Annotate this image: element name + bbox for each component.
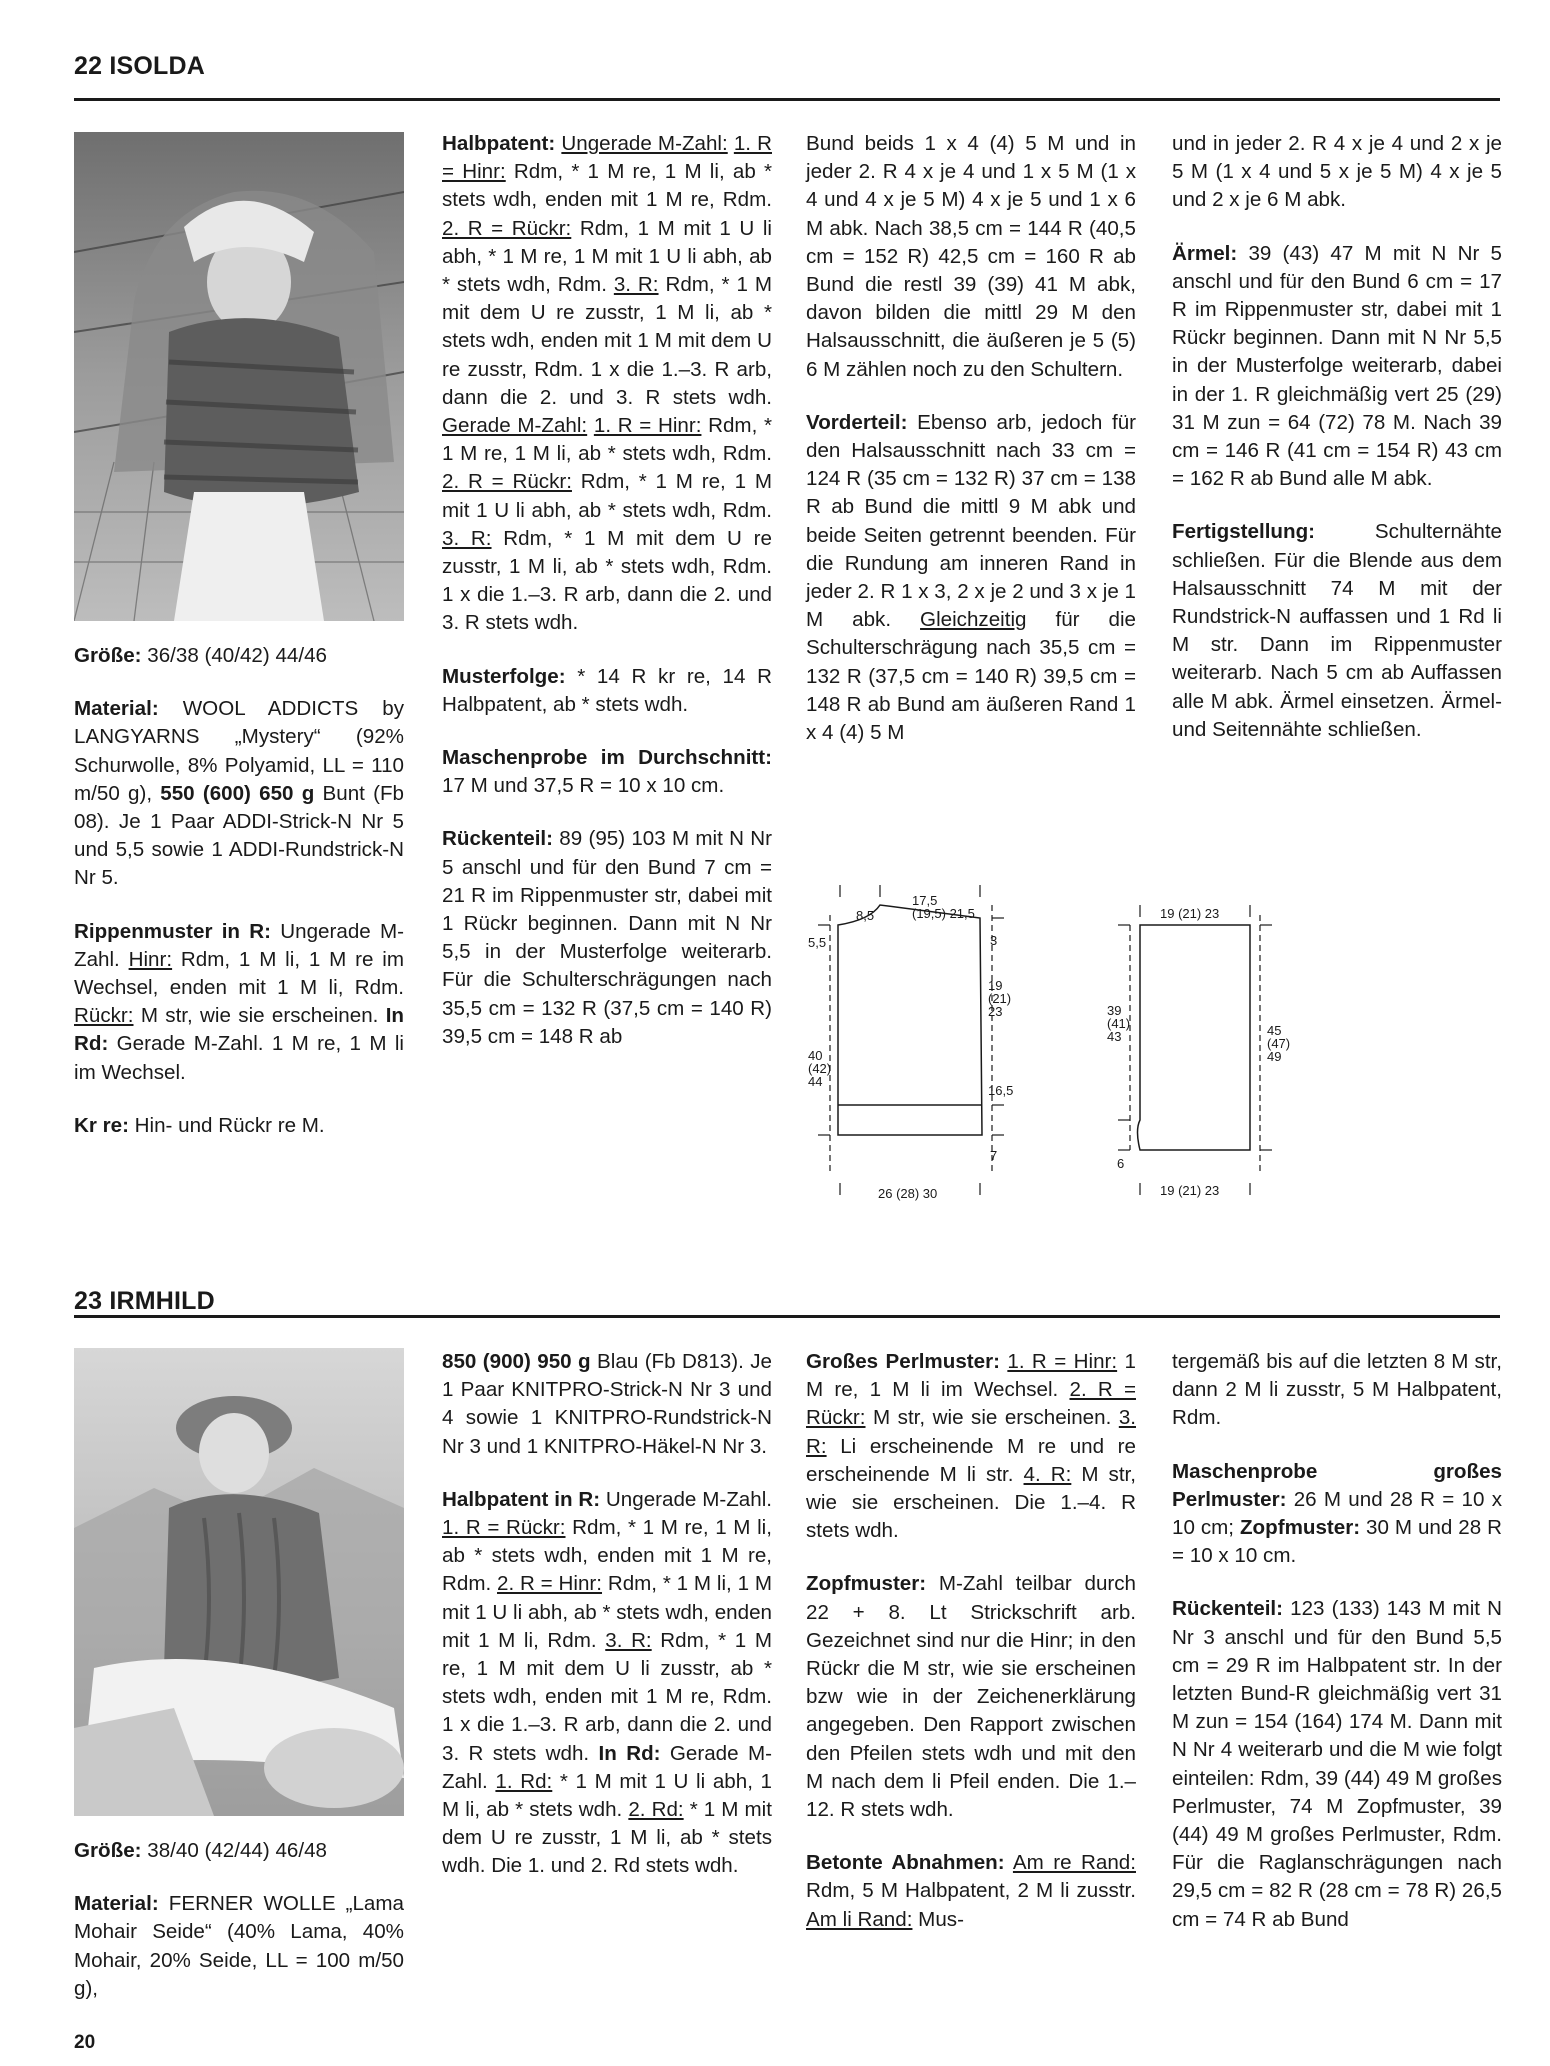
text-run: * 14 R kr re, 14 R Halbpatent, ab * stets wdh. bbox=[442, 664, 772, 716]
text-run: 89 (95) 103 M mit N Nr 5 anschl und für den Bund 7 cm = 21 R im Rippenmuster str, dabei mit 1 Rückr beginnen. Dann mit N Nr 5,5 in der Musterfolge weiterarb. Für die Schulterschrägungen nach 35,5 cm = 132 R (37,5 cm = 140 R) 39,5 cm = 148 R ab bbox=[442, 827, 772, 1048]
schematic-body bbox=[800, 885, 1030, 1205]
underlined-term: Gerade M-Zahl: bbox=[442, 414, 588, 438]
paragraph bbox=[806, 1570, 1136, 1824]
text-run: Schulternähte schließen. Für die Blende aus dem Halsausschnitt 74 M mit der Rundstrick-N auffassen und 1 Rd li M str. Dann im Rippenmuster weiterarb. Nach 5 cm ab Auffassen alle M abk. Ärmel einsetzen. Ärmel- und Seitennähte schließen. bbox=[1172, 520, 1502, 741]
photo-isolda bbox=[74, 132, 404, 621]
paragraph bbox=[442, 825, 772, 1051]
isolda-column-4 bbox=[1172, 130, 1502, 769]
section-rule bbox=[74, 1315, 1500, 1318]
text-run: Rdm, * 1 M mit dem U re zusstr, 1 M li, ab * stets wdh, enden mit 1 M mit dem U re zusstr, Rdm. 1 x die 1.–3. R arb, dann die 2. und 3. R stets wdh. bbox=[442, 273, 772, 409]
neck-depth-label: 5,5 bbox=[808, 935, 827, 950]
text-run: * 1 M mit dem U re zusstr, 1 M li, ab * stets wdh. Die 1. und 2. Rd stets wdh. bbox=[442, 1798, 772, 1878]
shoulder-label: 3 bbox=[990, 933, 998, 948]
text-run: Ungerade M-Zahl. bbox=[600, 1487, 772, 1511]
text-run: Ebenso arb, jedoch für den Halsausschnitt nach 33 cm = 124 R (35 cm = 132 R) 37 cm = 138 R ab Bund die mittl 9 M abk und beide Seiten getrennt beenden. Für die Rundung am inneren Rand in jeder 2. R 1 x 3, 2 x je 2 und 3 x je 1 M abk. bbox=[806, 410, 1136, 632]
text-run: * 1 M mit 1 U li abh, 1 M li, ab * stets wdh. bbox=[442, 1769, 772, 1822]
text-run: Li erscheinende M re und re erscheinende M li str. bbox=[806, 1434, 1136, 1486]
top-width-label: 17,5 (19,5) 21,5 bbox=[912, 893, 975, 921]
sleeve-bottom-width-label: 19 (21) 23 bbox=[1160, 1183, 1220, 1198]
bold-term: Kr re: bbox=[74, 1113, 129, 1137]
text-run: Rdm, * 1 M re, 1 M mit dem U li zusstr, ab * stets wdh, enden mit 1 M re, Rdm. 1 x die 1.–3. R arb, dann die 2. und 3. R stets wdh. bbox=[442, 1628, 772, 1765]
total-length-label: 40 (42) 44 bbox=[808, 1048, 832, 1089]
bold-term: Vorderteil: bbox=[806, 410, 908, 434]
paragraph bbox=[442, 130, 772, 638]
bold-term: Rippenmuster in R: bbox=[74, 919, 272, 943]
isolda-column-2 bbox=[442, 130, 772, 1076]
text-run: FERNER WOLLE „Lama Mohair Seide“ (40% Lama, 40% Mohair, 20% Seide, LL = 100 m/50 g), bbox=[74, 1892, 404, 2000]
section-rule bbox=[74, 98, 1500, 101]
text-run: Ungerade M-Zahl. bbox=[74, 919, 404, 971]
sleeve-top-width-label: 19 (21) 23 bbox=[1160, 906, 1220, 921]
underlined-term: 2. R = Rückr: bbox=[806, 1378, 1136, 1430]
underlined-term: 2. R = Hinr: bbox=[497, 1572, 603, 1596]
paragraph bbox=[806, 130, 1136, 384]
text-run: Bunt (Fb 08). Je 1 Paar ADDI-Strick-N Nr 5 und 5,5 sowie 1 ADDI-Rundstrick-N Nr 5. bbox=[74, 781, 405, 890]
text-run: für die Schulterschrägung nach 35,5 cm = 132 R (37,5 cm = 140 R) 39,5 cm = 148 R ab Bund am äußeren Rand 1 x 4 (4) 5 M bbox=[806, 608, 1136, 745]
paragraph bbox=[1172, 1348, 1502, 1433]
text-run: WOOL ADDICTS by LANGYARNS „Mystery“ (92% Schurwolle, 8% Polyamid, LL = 110 m/50 g), bbox=[74, 697, 404, 805]
bold-term: Fertigstellung: bbox=[1172, 520, 1316, 544]
text-run: 26 M und 28 R = 10 x 10 cm; bbox=[1172, 1487, 1502, 1540]
text-run: Rdm, * 1 M li, 1 M mit 1 U li abh, ab * stets wdh, enden mit 1 M li, Rdm. bbox=[442, 1572, 772, 1652]
bold-term: 850 (900) 950 g bbox=[442, 1350, 591, 1373]
text-run bbox=[1005, 1851, 1013, 1874]
sleeve-outline bbox=[1138, 925, 1251, 1150]
text-run: tergemäß bis auf die letzten 8 M str, dann 2 M li zusstr, 5 M Halbpatent, Rdm. bbox=[1172, 1350, 1502, 1430]
bold-term: Größe: bbox=[74, 644, 142, 667]
text-run: Mus- bbox=[912, 1907, 964, 1931]
irmhild-column-4 bbox=[1172, 1348, 1502, 1959]
section-title-isolda: 22 ISOLDA bbox=[74, 52, 205, 80]
text-run: Rdm, 1 M li, 1 M re im Wechsel, enden mit 1 M li, Rdm. bbox=[74, 947, 404, 1000]
underlined-term: Am li Rand: bbox=[806, 1907, 913, 1931]
text-run: Gerade M-Zahl. bbox=[442, 1741, 772, 1793]
text-run: 39 (43) 47 M mit N Nr 5 anschl und für den Bund 6 cm = 17 R im Rippenmuster str, dabei mit 1 Rückr beginnen. Dann mit N Nr 5,5 in der Musterfolge weiterarb, dabei in der 1. R gleichmäßig vert 25 (29) 31 M zun = 64 (72) 78 M. Nach 39 cm = 146 R (41 cm = 154 R) 43 cm = 162 R ab Bund alle M abk. bbox=[1172, 241, 1502, 491]
paragraph bbox=[806, 409, 1136, 747]
bold-term: Musterfolge: bbox=[442, 664, 566, 688]
bold-term: Zopfmuster: bbox=[806, 1572, 927, 1596]
text-run: 38/40 (42/44) 46/48 bbox=[141, 1839, 328, 1862]
bold-term: Rückenteil: bbox=[442, 827, 554, 851]
text-run: M str, wie sie erscheinen. bbox=[133, 1004, 386, 1028]
underlined-term: 3. R: bbox=[605, 1628, 652, 1652]
rib-label: 7 bbox=[990, 1148, 998, 1163]
underlined-term: 1. Rd: bbox=[495, 1769, 553, 1793]
text-run: M str, wie sie erscheinen. Die 1.–4. R stets wdh. bbox=[806, 1462, 1136, 1543]
text-run: Gerade M-Zahl. 1 M re, 1 M li im Wechsel. bbox=[74, 1032, 404, 1084]
irmhild-column-2 bbox=[442, 1348, 772, 1906]
text-run: Rdm, 1 M mit 1 U li abh, * 1 M re, 1 M mit 1 U li abh, ab * stets wdh, Rdm. bbox=[442, 216, 772, 297]
side-length-label: 16,5 bbox=[988, 1083, 1014, 1098]
irmhild-column-1 bbox=[74, 1837, 404, 2028]
paragraph bbox=[806, 1348, 1136, 1545]
text-run: Rdm, * 1 M re, 1 M li, ab * stets wdh, Rdm. bbox=[442, 414, 772, 466]
body-outline bbox=[838, 905, 982, 1135]
underlined-term: 2. R = Rückr: bbox=[442, 216, 572, 240]
text-run: Rdm, * 1 M mit dem U re zusstr, 1 M li, ab * stets wdh, Rdm. 1 x die 1.–3. R arb, dann die 2. und 3. R stets wdh. bbox=[442, 526, 772, 635]
text-run: 1 M re, 1 M li im Wechsel. bbox=[806, 1350, 1136, 1402]
sleeve-length-label: 39 (41) 43 bbox=[1107, 1003, 1131, 1044]
section-title-irmhild: 23 IRMHILD bbox=[74, 1287, 215, 1315]
underlined-term: 1. R = Rückr: bbox=[442, 1516, 566, 1540]
text-run: Rdm, * 1 M re, 1 M mit 1 U li abh, ab * stets wdh, Rdm. bbox=[442, 470, 772, 522]
bold-term: Maschenprobe im Durchschnitt: bbox=[442, 746, 772, 770]
bold-term: 550 (600) 650 g bbox=[160, 781, 315, 805]
paragraph bbox=[1172, 240, 1502, 494]
paragraph bbox=[74, 1837, 404, 1865]
bold-term: In Rd: bbox=[74, 1004, 404, 1056]
text-run: Rdm, * 1 M re, 1 M li, ab * stets wdh, enden mit 1 M re, Rdm. bbox=[442, 160, 772, 212]
underlined-term: 3. R: bbox=[613, 273, 659, 297]
paragraph bbox=[806, 1849, 1136, 1934]
underlined-term: Am re Rand: bbox=[1012, 1851, 1136, 1875]
paragraph bbox=[442, 1486, 772, 1881]
text-run: 17 M und 37,5 R = 10 x 10 cm. bbox=[442, 774, 725, 798]
underlined-term: 1. R = Hinr: bbox=[1007, 1350, 1118, 1373]
paragraph bbox=[442, 1348, 772, 1461]
bold-term: Ärmel: bbox=[1172, 241, 1238, 265]
bold-term: In Rd: bbox=[598, 1741, 661, 1765]
text-run: 36/38 (40/42) 44/46 bbox=[141, 644, 328, 667]
text-run: und in jeder 2. R 4 x je 4 und 2 x je 5 M (1 x 4 und 5 x je 5 M) 4 x je 5 und 2 x je 6 M abk. bbox=[1172, 132, 1502, 212]
paragraph bbox=[74, 642, 404, 670]
paragraph bbox=[442, 744, 772, 800]
paragraph bbox=[1172, 130, 1502, 215]
paragraph bbox=[1172, 1458, 1502, 1571]
text-run: Blau (Fb D813). Je 1 Paar KNITPRO-Strick-N Nr 3 und 4 sowie 1 KNITPRO-Rundstrick-N Nr 3 und 1 KNITPRO-Häkel-N Nr 3. bbox=[442, 1350, 772, 1458]
bold-term: Großes Perlmuster: bbox=[806, 1350, 1000, 1373]
bold-term: Halbpatent in R: bbox=[442, 1487, 601, 1511]
bold-term: Zopfmuster: bbox=[1239, 1516, 1361, 1540]
paragraph bbox=[74, 1890, 404, 2003]
underlined-term: 1. R = Hinr: bbox=[593, 414, 702, 438]
isolda-column-1 bbox=[74, 642, 404, 1165]
underlined-term: Ungerade M-Zahl: bbox=[561, 132, 728, 155]
bottom-width-label: 26 (28) 30 bbox=[878, 1186, 938, 1201]
underlined-term: Gleichzeitig bbox=[920, 608, 1027, 632]
bold-term: Halbpatent: bbox=[442, 132, 556, 155]
paragraph bbox=[1172, 518, 1502, 744]
text-run: 123 (133) 143 M mit N Nr 3 anschl und für den Bund 5,5 cm = 29 R im Halbpatent str. In der letzten Bund-R gleichmäßig vert 31 M zun = 154 (164) 174 M. Dann mit N Nr 4 weiterarb und die M wie folgt einteilen: Rdm, 39 (44) 49 M großes Perlmuster, 74 M Zopfmuster, 39 (44) 49 M großes Perlmuster, Rdm. Für die Raglanschrägungen nach 29,5 cm = 82 R (28 cm = 78 R) 26,5 cm = 74 R ab Bund bbox=[1172, 1597, 1502, 1931]
underlined-term: 2. Rd: bbox=[628, 1798, 684, 1822]
bold-term: Größe: bbox=[74, 1839, 142, 1862]
underlined-term: 1. R = Hinr: bbox=[442, 132, 772, 184]
paragraph bbox=[74, 1112, 404, 1140]
text-run: M str, wie sie erscheinen. bbox=[865, 1406, 1119, 1430]
underlined-term: 2. R = Rückr: bbox=[442, 470, 572, 494]
bold-term: Material: bbox=[74, 1892, 159, 1916]
underlined-term: Hinr: bbox=[128, 947, 173, 971]
irmhild-column-3 bbox=[806, 1348, 1136, 1959]
text-run: Rdm, * 1 M re, 1 M li, ab * stets wdh, enden mit 1 M re, Rdm. bbox=[442, 1516, 772, 1596]
text-run: Hin- und Rückr re M. bbox=[128, 1113, 325, 1137]
underlined-term: 3. R: bbox=[806, 1406, 1136, 1458]
paragraph bbox=[74, 918, 404, 1087]
armhole-label: 19 (21) 23 bbox=[988, 978, 1012, 1019]
bold-term: Material: bbox=[74, 697, 159, 721]
sleeve-total-length-label: 45 (47) 49 bbox=[1267, 1023, 1291, 1064]
bold-term: Maschenprobe großes Perlmuster: bbox=[1172, 1459, 1502, 1511]
bold-term: Rückenteil: bbox=[1172, 1597, 1284, 1621]
paragraph bbox=[74, 695, 404, 892]
neck-width-label: 8,5 bbox=[856, 908, 875, 923]
page-number: 20 bbox=[74, 2032, 96, 2053]
text-run: M-Zahl teilbar durch 22 + 8. Lt Strickschrift arb. Gezeichnet sind nur die Hinr; in den Rückr die M str, wie sie erscheinen bzw wie in der Zeichenerklärung angegeben. Den Rapport zwischen den Pfeilen stets wdh und mit den M nach dem li Pfeil enden. Die 1.–12. R stets wdh. bbox=[806, 1572, 1136, 1822]
text-run bbox=[587, 414, 594, 437]
underlined-term: Rückr: bbox=[74, 1004, 134, 1028]
cuff-label: 6 bbox=[1117, 1156, 1125, 1171]
text-run: Bund beids 1 x 4 (4) 5 M und in jeder 2. R 4 x je 4 und 1 x 5 M (1 x 4 und 4 x je 5 M) 4 x je 5 und 1 x 6 M abk. Nach 38,5 cm = 144 R (40,5 cm = 152 R) 42,5 cm = 160 R ab Bund die restl 39 (39) 41 M abk, davon bilden die mittl 29 M den Halsausschnitt, die äußeren je 5 (5) 6 M zählen noch zu den Schultern. bbox=[806, 132, 1136, 381]
paragraph bbox=[1172, 1595, 1502, 1933]
text-run: Rdm, 5 M Halbpatent, 2 M li zusstr. bbox=[806, 1879, 1136, 1903]
bold-term: Betonte Abnahmen: bbox=[806, 1851, 1005, 1875]
underlined-term: 4. R: bbox=[1023, 1462, 1072, 1486]
isolda-column-3 bbox=[806, 130, 1136, 772]
photo-irmhild bbox=[74, 1348, 404, 1816]
schematic-sleeve bbox=[1095, 905, 1295, 1205]
underlined-term: 3. R: bbox=[442, 526, 492, 550]
text-run: 30 M und 28 R = 10 x 10 cm. bbox=[1172, 1516, 1502, 1568]
paragraph bbox=[442, 663, 772, 719]
